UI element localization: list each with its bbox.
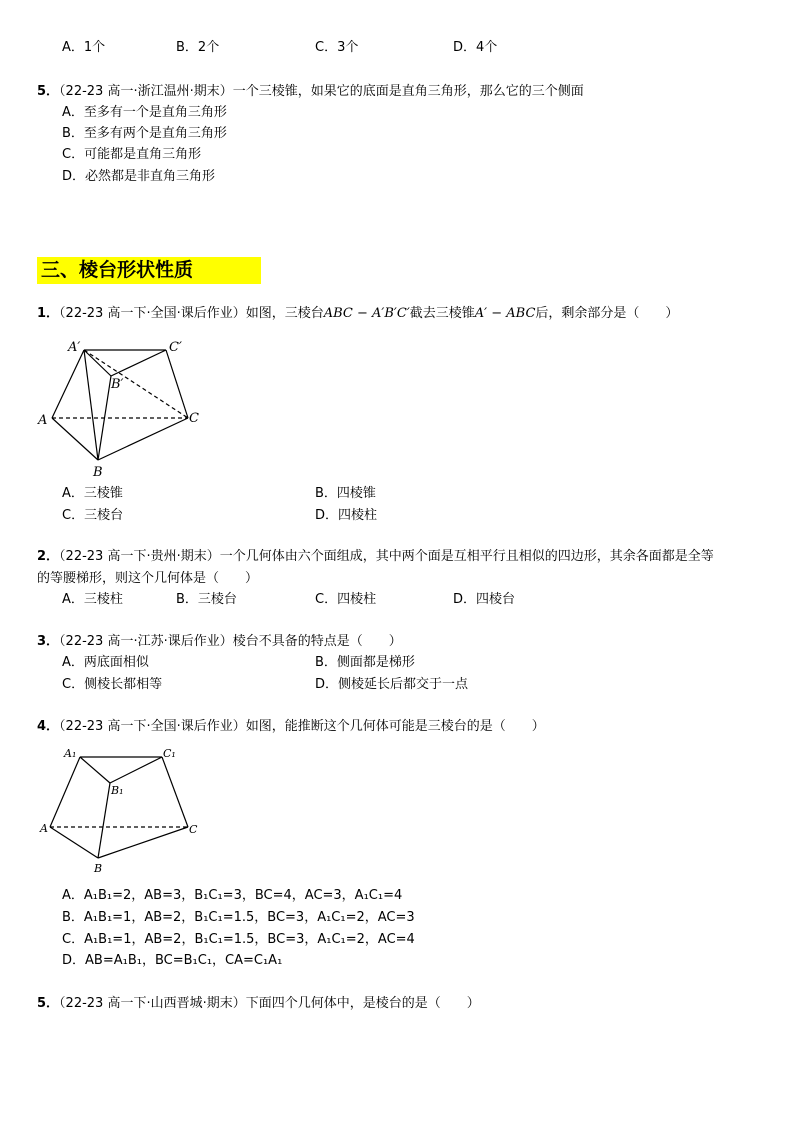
label-c: C — [189, 411, 199, 426]
option-b: B．至多有两个是直角三角形 — [62, 126, 227, 141]
label-a1: A₁ — [64, 747, 77, 760]
question-4-stem — [37, 719, 545, 735]
option-c: C．三棱台 — [62, 508, 124, 523]
label-c-prime: C′ — [169, 340, 182, 355]
option-c: C．侧棱长都相等 — [62, 677, 163, 692]
option-d: D．四棱柱 — [315, 508, 378, 523]
option-a: A．两底面相似 — [62, 655, 149, 670]
question-number: 2． — [37, 549, 60, 564]
question-number: 5． — [37, 996, 60, 1011]
math-expression: A′ − ABC — [474, 306, 536, 321]
option-a: A．A₁B₁=2，AB=3，B₁C₁=3，BC=4，AC=3，A₁C₁=4 — [62, 888, 403, 903]
option-d: D．侧棱延长后都交于一点 — [315, 677, 469, 692]
option-c: C．四棱柱 — [315, 592, 377, 607]
question-text: （22-23 高一下·全国·课后作业）如图，能推断这个几何体可能是三棱台的是（ ） — [59, 719, 545, 734]
option-d: D．必然都是非直角三角形 — [62, 169, 216, 184]
question-number: 4． — [37, 719, 60, 734]
option-a: A．至多有一个是直角三角形 — [62, 105, 227, 120]
question-text-suffix: 后，剩余部分是（ ） — [535, 306, 679, 321]
question-number: 1． — [37, 306, 60, 321]
option-b: B．侧面都是梯形 — [315, 655, 415, 670]
math-expression: ABC − A′B′C′ — [323, 306, 410, 321]
question-2-stem-cont: 的等腰梯形，则这个几何体是（ ） — [37, 571, 259, 586]
frustum-figure-2 — [38, 744, 208, 878]
option-a: A．1个 — [62, 40, 106, 55]
option-c: C．可能都是直角三角形 — [62, 147, 202, 162]
question-5-stem — [37, 84, 584, 100]
question-text-middle: 截去三棱锥 — [409, 306, 475, 321]
label-a: A — [40, 822, 48, 835]
option-a: A．三棱柱 — [62, 592, 123, 607]
question-number: 3． — [37, 634, 60, 649]
label-b-prime: B′ — [111, 377, 124, 392]
question-text: （22-23 高一·浙江温州·期末）一个三棱锥，如果它的底面是直角三角形，那么它的三个侧面 — [59, 84, 584, 99]
option-b: B．2个 — [176, 40, 220, 55]
label-b: B — [94, 862, 103, 875]
label-c: C — [189, 823, 198, 836]
option-d: D．AB=A₁B₁，BC=B₁C₁，CA=C₁A₁ — [62, 953, 283, 968]
question-number: 5． — [37, 84, 60, 99]
option-c: C．A₁B₁=1，AB=2，B₁C₁=1.5，BC=3，A₁C₁=2，AC=4 — [62, 932, 415, 947]
option-a: A．三棱锥 — [62, 486, 123, 501]
label-a-prime: A′ — [68, 340, 81, 355]
section-header — [37, 257, 261, 284]
question-1-stem — [37, 306, 678, 322]
question-text: （22-23 高一下·山西晋城·期末）下面四个几何体中，是棱台的是（ ） — [59, 996, 480, 1011]
label-b1: B₁ — [111, 784, 124, 797]
option-c: C．3个 — [315, 40, 359, 55]
label-c1: C₁ — [163, 747, 176, 760]
question-text: （22-23 高一·江苏·课后作业）棱台不具备的特点是（ ） — [59, 634, 402, 649]
question-text: （22-23 高一下·贵州·期末）一个几何体由六个面组成，其中两个面是互相平行且相似的四边形，其余各面都是全等 — [59, 549, 714, 564]
section-title: 三、棱台形状性质 — [41, 259, 194, 281]
question-3-stem — [37, 634, 402, 650]
label-a: A — [38, 413, 48, 428]
question-2-stem — [37, 549, 714, 565]
option-b: B．三棱台 — [176, 592, 237, 607]
question-text-prefix: （22-23 高一下·全国·课后作业）如图，三棱台 — [59, 306, 324, 321]
option-d: D．4个 — [453, 40, 498, 55]
option-b: B．A₁B₁=1，AB=2，B₁C₁=1.5，BC=3，A₁C₁=2，AC=3 — [62, 910, 415, 925]
frustum-figure-1 — [36, 336, 206, 482]
question-5-stem — [37, 996, 480, 1012]
label-b: B — [93, 465, 103, 480]
option-b: B．四棱锥 — [315, 486, 376, 501]
option-d: D．四棱台 — [453, 592, 516, 607]
